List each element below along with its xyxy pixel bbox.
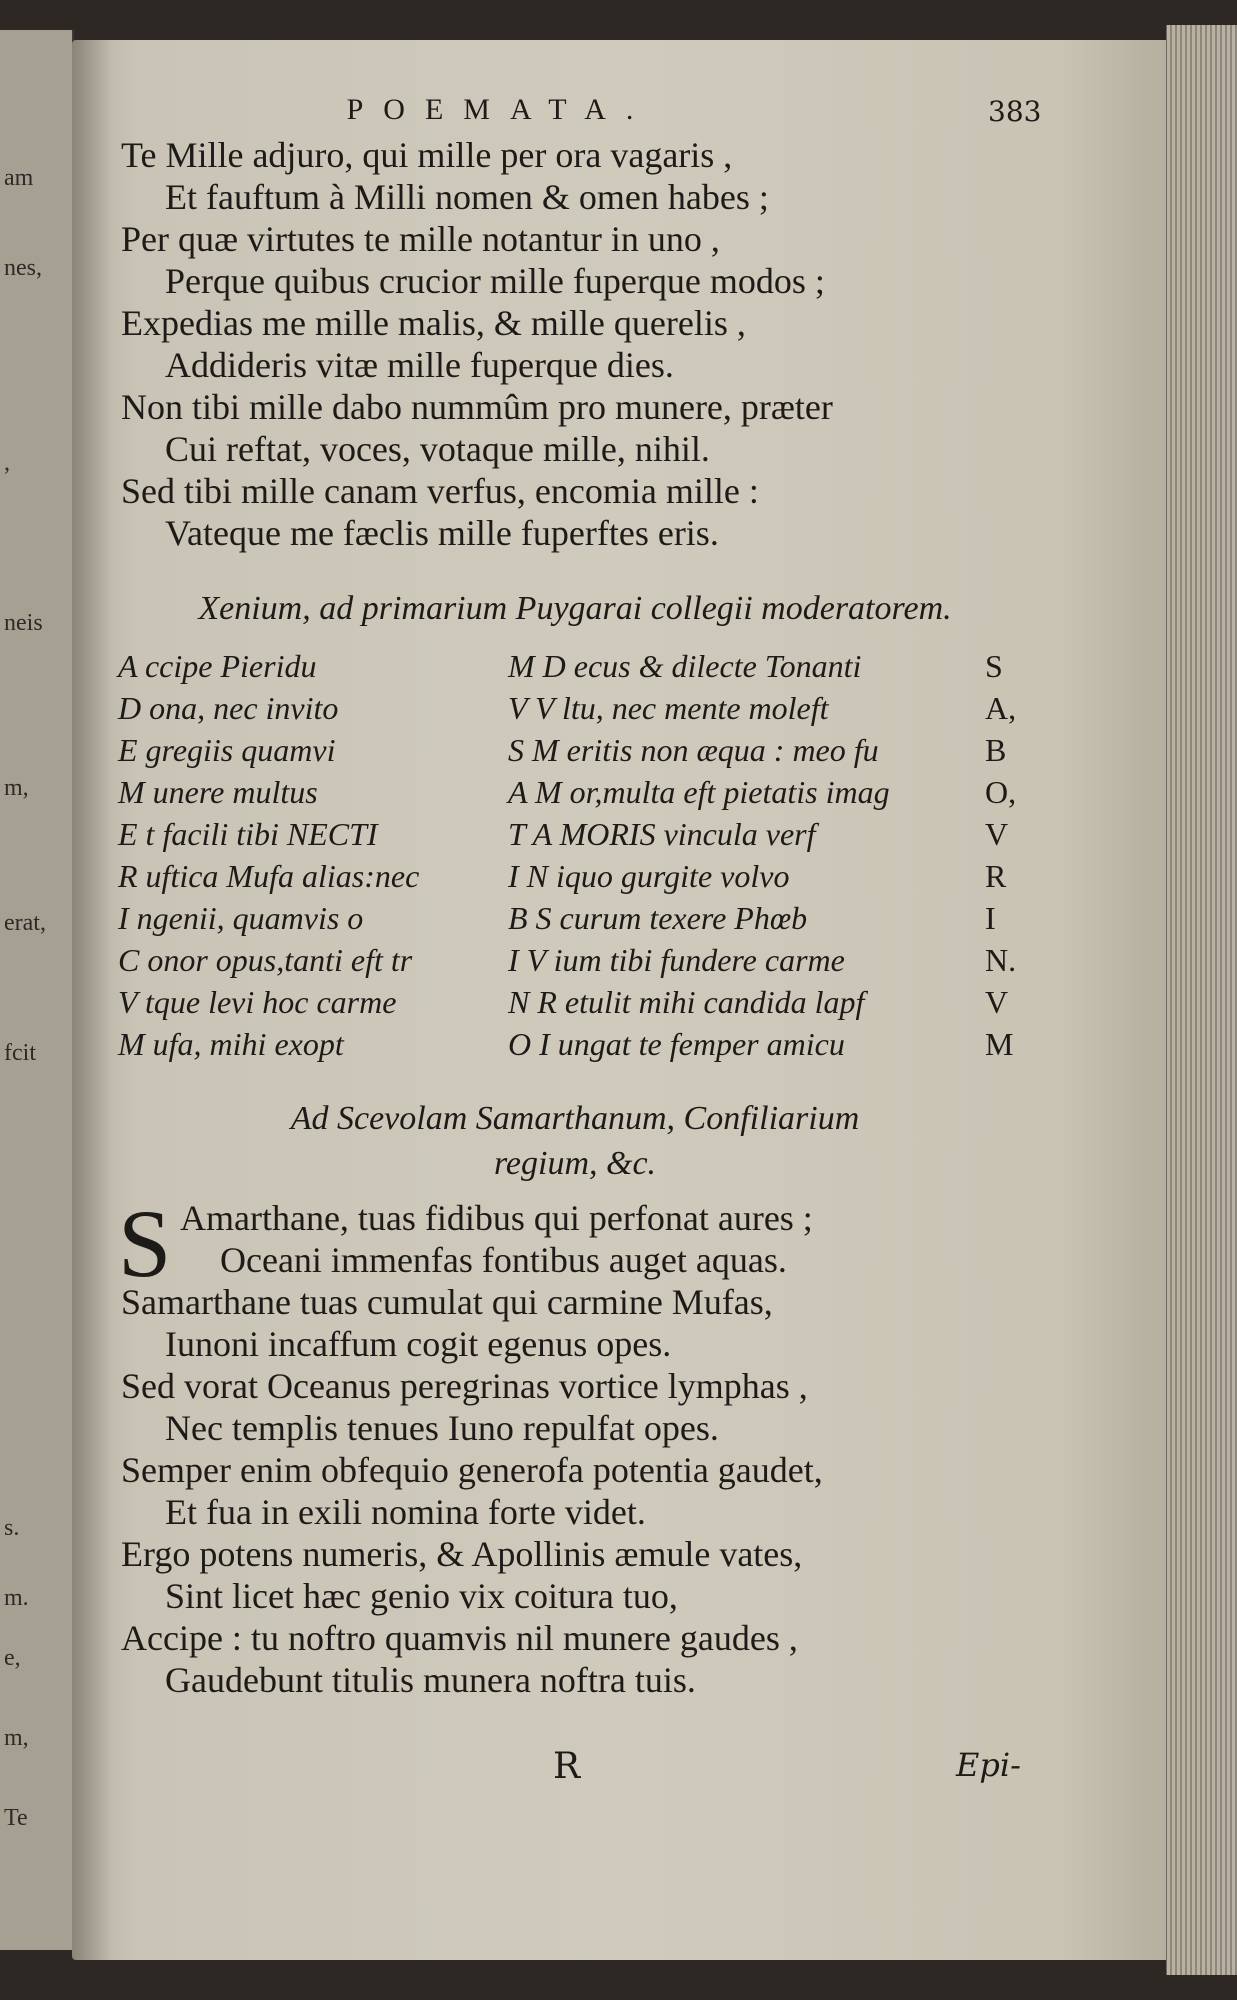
acrostic-right: B [985, 732, 1007, 768]
acrostic-left: C onor opus,tanti eft tr [118, 942, 413, 978]
verse-line: Te Mille adjuro, qui mille per ora vagaris , [121, 135, 733, 175]
acrostic-right: S [985, 648, 1003, 684]
acrostic-left: M unere multus [118, 774, 318, 810]
catchword: Epi- [956, 1746, 1021, 1784]
acrostic-title: Xenium, ad primarium Puygarai collegii moderatorem. [198, 590, 952, 627]
verse-line: Et fauftum à Milli nomen & omen habes ; [165, 177, 769, 217]
verse-line: Et fua in exili nomina forte videt. [165, 1492, 646, 1532]
acrostic-mid: I V ium tibi fundere carme [508, 942, 845, 978]
acrostic-left: R uftica Mufa alias:nec [118, 858, 420, 894]
acrostic-left: E t facili tibi NECTI [118, 816, 378, 852]
verse-line: Nec templis tenues Iuno repulfat opes. [165, 1408, 719, 1448]
verse-line: Addideris vitæ mille fuperque dies. [165, 345, 674, 385]
acrostic-mid: I N iquo gurgite volvo [508, 858, 790, 894]
side-fragment: am [4, 165, 34, 191]
verse-line: Vateque me fæclis mille fuperftes eris. [165, 513, 719, 553]
acrostic-right: N. [985, 942, 1017, 978]
poem-title: Ad Scevolam Samarthanum, Confiliarium [290, 1100, 860, 1137]
acrostic-right: I [985, 900, 996, 936]
acrostic-mid: N R etulit mihi candida lapf [508, 984, 865, 1020]
acrostic-right: O, [985, 774, 1017, 810]
page-number: 383 [988, 95, 1042, 128]
verse-line: Expedias me mille malis, & mille querelis , [121, 303, 746, 343]
acrostic-right: M [985, 1026, 1014, 1062]
side-fragment: nes, [4, 255, 42, 281]
verse-line: Accipe : tu noftro quamvis nil munere gaudes , [121, 1618, 798, 1658]
side-fragment: m, [4, 775, 29, 801]
verse-line: Per quæ virtutes te mille notantur in uno , [121, 219, 720, 259]
verse-line: Gaudebunt titulis munera noftra tuis. [165, 1660, 696, 1700]
side-fragment: m, [4, 1725, 29, 1751]
acrostic-left: D ona, nec invito [118, 690, 339, 726]
acrostic-mid: S M eritis non æqua : meo fu [508, 732, 879, 768]
side-fragment: , [4, 450, 10, 476]
acrostic-left: M ufa, mihi exopt [118, 1026, 344, 1062]
drop-cap: S [118, 1190, 172, 1297]
verse-line: Iunoni incaffum cogit egenus opes. [165, 1324, 672, 1364]
acrostic-mid: B S curum texere Phœb [508, 900, 808, 936]
verse-line: Sed tibi mille canam verfus, encomia mille : [121, 471, 759, 511]
acrostic-left: I ngenii, quamvis o [118, 900, 364, 936]
acrostic-mid: M D ecus & dilecte Tonanti [508, 648, 862, 684]
side-fragment: erat, [4, 910, 46, 936]
acrostic-left: V tque levi hoc carme [118, 984, 397, 1020]
acrostic-right: A, [985, 690, 1017, 726]
side-fragment: m. [4, 1585, 29, 1611]
verse-line: Sint licet hæc genio vix coitura tuo, [165, 1576, 678, 1616]
verse-line: Ergo potens numeris, & Apollinis æmule vates, [121, 1534, 803, 1574]
acrostic-right: R [985, 858, 1007, 894]
side-fragment: Te [4, 1805, 28, 1831]
verse-line: Semper enim obfequio generofa potentia gaudet, [121, 1450, 823, 1490]
acrostic-right: V [985, 984, 1009, 1020]
acrostic-mid: V V ltu, nec mente moleft [508, 690, 829, 726]
verse-line: Amarthane, tuas fidibus qui perfonat aures ; [180, 1198, 813, 1238]
verse-line: Perque quibus crucior mille fuperque modos ; [165, 261, 825, 301]
verse-line: Cui reftat, voces, votaque mille, nihil. [165, 429, 710, 469]
acrostic-left: A ccipe Pieridu [118, 648, 317, 684]
side-fragment: neis [4, 610, 43, 636]
verse-line: Non tibi mille dabo nummûm pro munere, præter [121, 387, 833, 427]
side-fragment: s. [4, 1515, 20, 1541]
running-head: POEMATA. [346, 93, 654, 126]
acrostic-mid: A M or,multa eft pietatis imag [508, 774, 890, 810]
acrostic-mid: T A MORIS vincula verf [508, 816, 816, 852]
side-fragment: fcit [4, 1040, 36, 1066]
acrostic-mid: O I ungat te femper amicu [508, 1026, 845, 1062]
poem-title-cont: regium, &c. [493, 1145, 657, 1182]
verse-line: Sed vorat Oceanus peregrinas vortice lymphas , [121, 1366, 808, 1406]
acrostic-left: E gregiis quamvi [118, 732, 336, 768]
acrostic-right: V [985, 816, 1009, 852]
verse-line: Samarthane tuas cumulat qui carmine Mufas, [121, 1282, 773, 1322]
verse-line: Oceani immenfas fontibus auget aquas. [220, 1240, 787, 1280]
side-fragment: e, [4, 1645, 21, 1671]
signature-mark: R [553, 1746, 581, 1787]
